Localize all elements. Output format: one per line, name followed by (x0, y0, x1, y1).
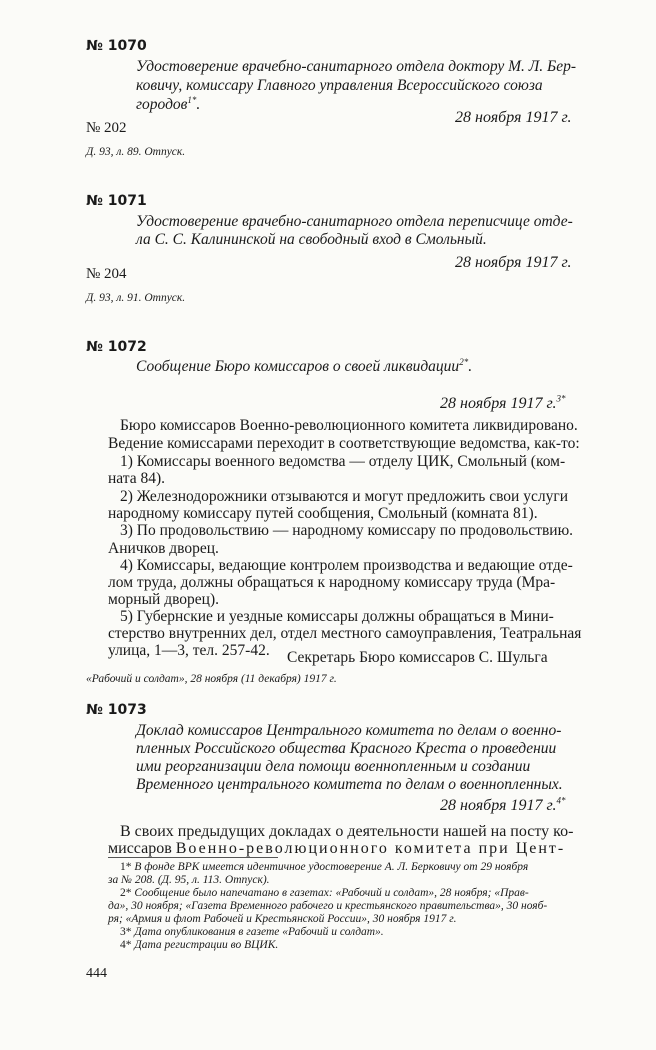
body-1072-line3-text: 1) Комиссары военного ведомства — отделу ЦИК, Смольный (ком- (120, 453, 566, 470)
footnote-2-text: Сообщение было напечатано в газетах: «Рабочий и солдат», 28 ноября; «Прав- (134, 887, 529, 899)
footnote-ref-2: 2* (459, 356, 469, 367)
doc-number-1070: № 1070 (86, 38, 147, 54)
doc-number-1073: № 1073 (86, 702, 147, 718)
body-1072-line3 (108, 453, 565, 471)
signature-1072: Секретарь Бюро комиссаров С. Шульга (287, 649, 548, 666)
body-1072-line7-text: 3) По продовольствию — народному комиссару по продовольствию. (120, 522, 574, 539)
body-1072-line13: стерство внутренних дел, отдел местного самоуправления, Театральная (108, 625, 582, 642)
footnote-1-line2 (108, 874, 270, 887)
body-1072-line11: морный дворец). (108, 591, 219, 608)
doc-date-1070: 28 ноября 1917 г. (455, 109, 572, 126)
body-1073-line2-part2: Военно-революционного комитета при Цент- (175, 840, 566, 857)
doc-source-1070: Д. 93, л. 89. Отпуск. (86, 146, 186, 158)
body-1072-line12 (108, 608, 554, 626)
doc-title-1073-line2: пленных Российского общества Красного Креста о проведении (136, 740, 557, 757)
footnote-1-line2-text: за № 208. (Д. 95, л. 113. Отпуск). (108, 874, 270, 886)
footnote-ref-3: 3* (556, 393, 566, 404)
body-1073-line2 (108, 840, 565, 858)
doc-reg-no-1071: № 204 (86, 266, 127, 282)
doc-title-1070-line2: ковичу, комиссару Главного управления Всероссийского союза (136, 77, 543, 94)
doc-title-1070-line3-text: городов (136, 96, 188, 113)
body-1073-line1-text: В своих предыдущих докладах о деятельности нашей на посту ко- (120, 823, 574, 840)
footnote-divider (108, 857, 278, 858)
doc-date-1073 (440, 797, 565, 815)
footnote-4-text: Дата регистрации во ВЦИК. (134, 939, 279, 951)
page-number: 444 (86, 966, 107, 981)
footnote-2-line3 (108, 913, 457, 926)
body-1072-line5-text: 2) Железнодорожники отзываются и могут предложить свои услуги (120, 488, 568, 505)
footnote-ref-1: 1* (187, 94, 197, 105)
body-1072-line10: лом труда, должны обращаться к народному комиссару труда (Мра- (108, 574, 556, 591)
doc-source-1071: Д. 93, л. 91. Отпуск. (86, 292, 186, 304)
footnote-ref-4: 4* (556, 795, 566, 806)
doc-title-1070-line3: городов$^{1*}$. (136, 94, 201, 113)
footnote-3-mark: 3* (120, 926, 132, 938)
body-1073-line1 (108, 823, 573, 841)
doc-date-1071: 28 ноября 1917 г. (455, 254, 572, 271)
footnote-3-text: Дата опубликования в газете «Рабочий и солдат». (134, 926, 384, 938)
body-1072-line1-text: Бюро комиссаров Военно-революционного комитета ликвидировано. (120, 417, 578, 434)
footnote-2-line2 (108, 900, 547, 913)
body-1072-line4: ната 84). (108, 470, 166, 487)
doc-date-1073-text: 28 ноября 1917 г. (440, 797, 557, 814)
body-1072-line7 (108, 522, 573, 540)
doc-source-1072: «Рабочий и солдат», 28 ноября (11 декабря) 1917 г. (86, 673, 337, 685)
body-1072-line14: улица, 1—3, тел. 257-42. (108, 642, 270, 659)
footnote-4-mark: 4* (120, 939, 132, 951)
footnote-1-line1 (108, 861, 528, 874)
doc-title-1072-text: Сообщение Бюро комиссаров о своей ликвидации (136, 358, 460, 375)
doc-title-1071-line2: ла С. С. Калининской на свободный вход в Смольный. (136, 231, 487, 248)
footnote-2-line2-text: да», 30 ноября; «Газета Временного рабочего и крестьянского правительства», 30 нояб- (108, 900, 548, 912)
doc-title-1073-line4: Временного центрального комитета по делам о военнопленных. (136, 776, 563, 793)
footnote-2-mark: 2* (120, 887, 132, 899)
footnote-1-mark: 1* (120, 861, 132, 873)
doc-title-1071-line1: Удостоверение врачебно-санитарного отдела переписчице отде- (136, 213, 573, 230)
body-1072-line6: народному комиссару путей сообщения, Смольный (комната 81). (108, 505, 538, 522)
footnote-3-line1 (108, 926, 384, 939)
doc-number-1071: № 1071 (86, 193, 147, 209)
body-1072-line12-text: 5) Губернские и уездные комиссары должны обращаться в Мини- (120, 608, 554, 625)
doc-number-1072: № 1072 (86, 339, 147, 355)
footnote-2-line1 (108, 887, 529, 900)
body-1072-line5 (108, 488, 568, 506)
body-1072-line2: Ведение комиссарами переходит в соответствующие ведомства, как-то: (108, 435, 580, 452)
doc-date-1072 (440, 395, 565, 413)
doc-title-1072: Сообщение Бюро комиссаров о своей ликвидации$^{2*}$. (136, 356, 473, 375)
doc-title-1070-line1: Удостоверение врачебно-санитарного отдела доктору М. Л. Бер- (136, 58, 576, 75)
body-1072-line9 (108, 557, 573, 575)
footnote-4-line1 (108, 939, 278, 952)
doc-title-1073-line3: ими реорганизации дела помощи военнопленным и создании (136, 758, 531, 775)
footnote-2-line3-text: ря; «Армия и флот Рабочей и Крестьянской России», 30 ноября 1917 г. (108, 913, 457, 925)
body-1072-line8: Аничков дворец. (108, 540, 219, 557)
body-1072-line1 (108, 417, 578, 435)
body-1072-line9-text: 4) Комиссары, ведающие контролем производства и ведающие отде- (120, 557, 573, 574)
footnote-1-text: В фонде ВРК имеется идентичное удостоверение А. Л. Берковичу от 29 ноября (134, 861, 529, 873)
body-1073-line2-part1: миссаров (108, 840, 172, 857)
doc-date-1072-text: 28 ноября 1917 г. (440, 395, 557, 412)
doc-reg-no-1070: № 202 (86, 120, 127, 136)
doc-title-1073-line1: Доклад комиссаров Центрального комитета по делам о военно- (136, 722, 562, 739)
